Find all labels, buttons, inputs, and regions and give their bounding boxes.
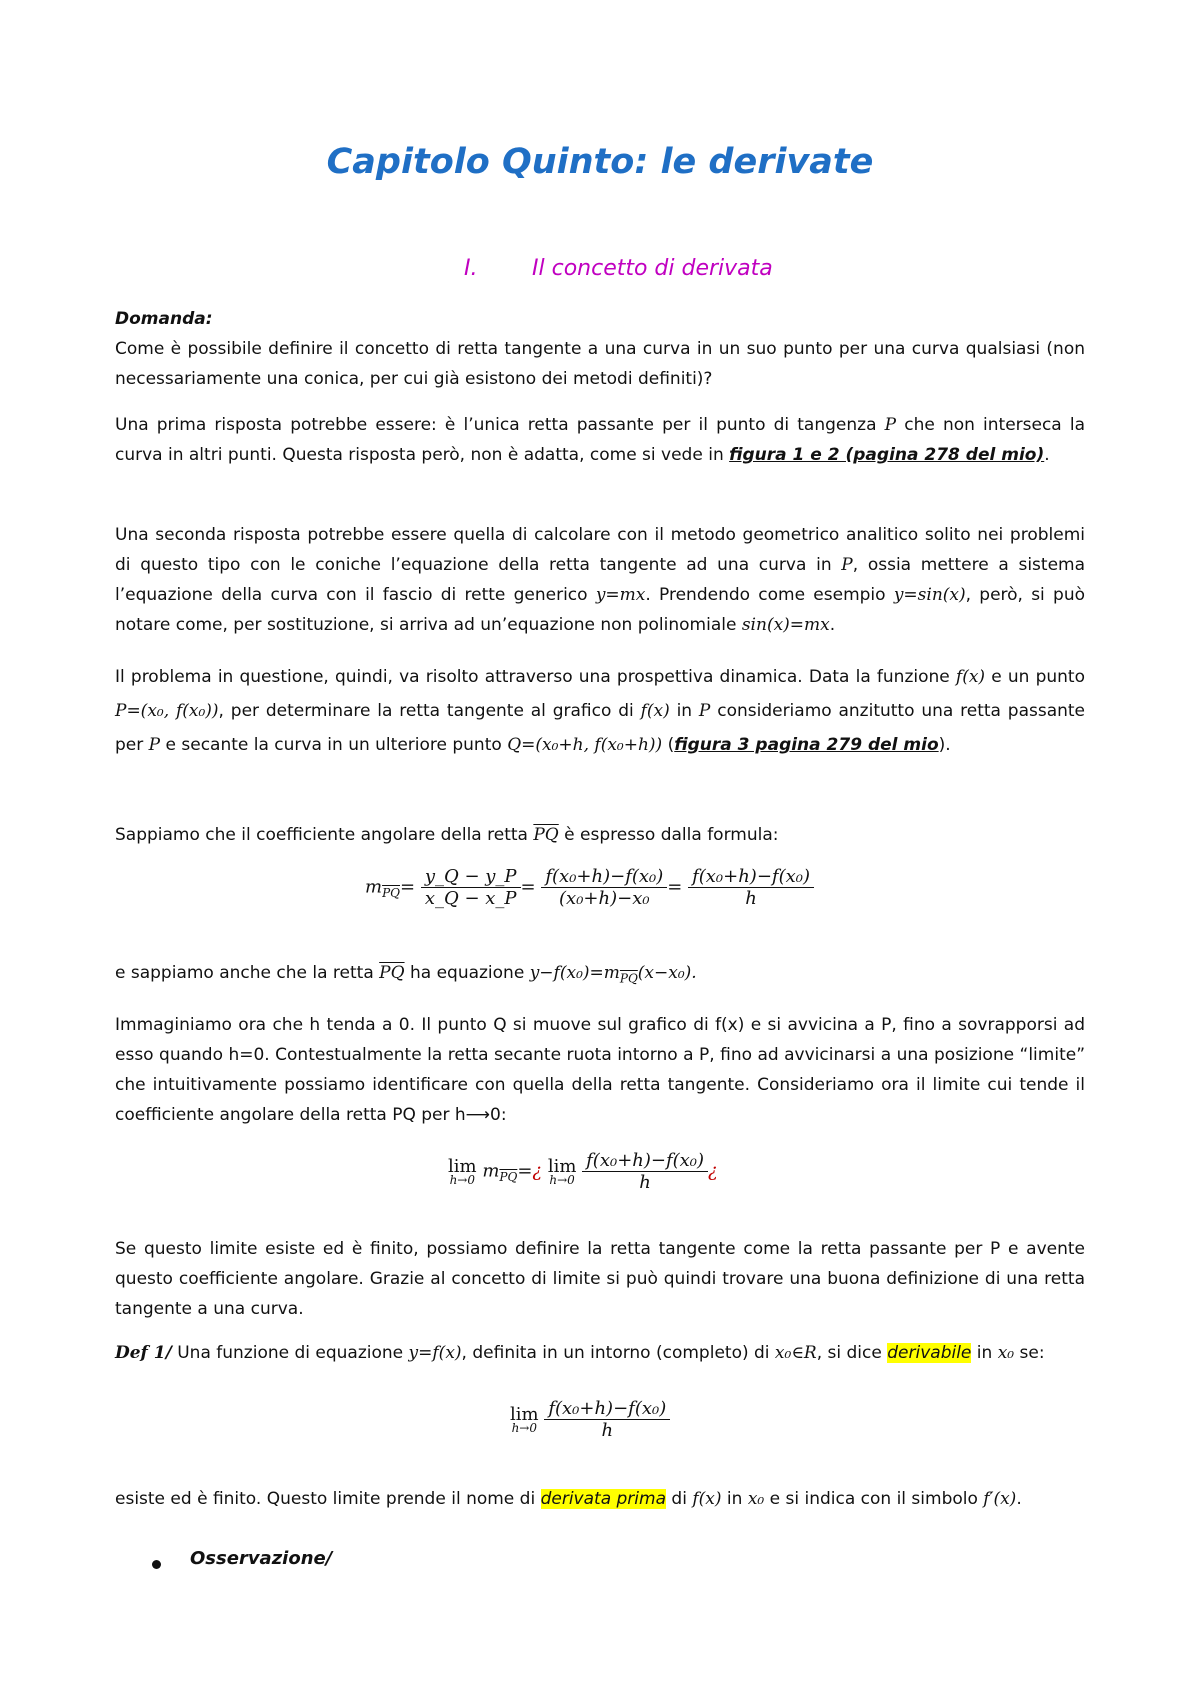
definition-1 <box>115 1338 1085 1368</box>
p3-text-a: Il problema in questione, quindi, va risolto attraverso una prospettiva dinamica. Data la funzione <box>115 667 950 687</box>
p8-text-b: di <box>671 1489 687 1509</box>
p3-text-e: consideriamo anzitutto una retta passante per <box>115 701 1086 755</box>
p4-text-a: Sappiamo che il coefficiente angolare della retta <box>115 825 528 845</box>
p3-fx-2: f(x) <box>640 701 670 721</box>
p8-end: . <box>1016 1489 1022 1509</box>
p8-text-d: e si indica con il simbolo <box>769 1489 978 1509</box>
eq1-m: m <box>365 876 383 898</box>
eq2-lim: lim h→0 <box>448 1156 477 1187</box>
p8-text-a: esiste ed è finito. Questo limite prende il nome di <box>115 1489 536 1509</box>
figure-reference-link[interactable]: figura 1 e 2 (pagina 278 del mio) <box>729 445 1045 465</box>
p1-text-b: che non interseca la curva in altri punti. Questa risposta però, non è adatta, come si vede in <box>115 415 1086 465</box>
p3-text-c: , per determinare la retta tangente al grafico di <box>218 701 634 721</box>
p3-point-P-eq: P=(x₀, f(x₀)) <box>115 701 219 721</box>
eq3-lim: lim h→0 <box>510 1404 539 1435</box>
p1-point-P: P <box>884 415 897 435</box>
paragraph-1 <box>115 410 1085 470</box>
paragraph-4 <box>115 820 1085 850</box>
eq1-frac-2: $\frac{\text{f(x₀+h)−f(x₀)}}{\text{(x₀+h)−x₀}}$ <box>541 866 667 909</box>
question-text: Come è possibile definire il concetto di retta tangente a una curva in un suo punto per una curva qualsiasi (non necessariamente una conica, per cui già esistono dei metodi definiti)? <box>115 339 1085 389</box>
paragraph-5 <box>115 958 1085 993</box>
p5-segment-PQ: $\overline{PQ}$ <box>379 963 405 983</box>
paragraph-3 <box>115 660 1085 762</box>
def-x0-in-R: x₀∈R <box>774 1343 817 1363</box>
paragraph-7: Se questo limite esiste ed è finito, possiamo definire la retta tangente come la retta passante per P e avente questo coefficiente angolare. Grazie al concetto di limite si può quindi trovare una buona definizione di una retta tangente a una curva. <box>115 1239 1085 1319</box>
eq2-m: m <box>482 1160 500 1182</box>
p3-text-f: e secante la curva in un ulteriore punto <box>165 735 502 755</box>
p2-text-d: , però, si può notare come, per sostituzione, si arriva ad un’equazione non polinomiale <box>115 585 1085 635</box>
bullet-icon <box>152 1560 161 1569</box>
question-block <box>115 304 1085 394</box>
p3-point-Q-eq: Q=(x₀+h, f(x₀+h)) <box>507 735 663 755</box>
p3-fx: f(x) <box>955 667 986 687</box>
def-text-a: Una funzione di equazione <box>177 1343 404 1363</box>
eq2-lim-2: lim h→0 <box>547 1156 577 1187</box>
p5-eq-sub: PQ <box>619 971 638 986</box>
p1-end: . <box>1044 445 1050 465</box>
def-text-c: , si dice <box>816 1343 882 1363</box>
limit-formula <box>448 1150 718 1193</box>
p8-x0: x₀ <box>747 1489 765 1509</box>
p8-derivative-symbol: f′(x) <box>983 1489 1017 1509</box>
p8-text-c: in <box>726 1489 743 1509</box>
eq1-frac-1: $\frac{y\_Q - y\_P}{x\_Q - x\_P}$ <box>421 866 521 909</box>
p2-eq-sin: y=sin(x) <box>893 585 966 605</box>
p4-text-b: è espresso dalla formula: <box>564 825 779 845</box>
p2-text-b: , ossia mettere a sistema l’equazione della curva con il fascio di rette generico <box>115 555 1086 605</box>
eq1-frac-3: $\frac{\text{f(x₀+h)−f(x₀)}}{h}$ <box>688 866 814 909</box>
eq1-m-sub: PQ <box>382 886 400 901</box>
observation-label: Osservazione/ <box>190 1548 333 1569</box>
p8-fx: f(x) <box>692 1489 722 1509</box>
def-text-d: in <box>976 1343 993 1363</box>
p2-point-P: P <box>841 555 853 575</box>
p2-eq-nonpoly: sin(x)=mx <box>741 615 830 635</box>
paragraph-2 <box>115 520 1085 640</box>
p2-text-c: . Prendendo come esempio <box>645 585 886 605</box>
p2-text-a: Una seconda risposta potrebbe essere quella di calcolare con il metodo geometrico analitico solito nei problemi di questo tipo con le coniche l’equazione della retta tangente ad una curva in <box>115 525 1085 575</box>
p1-text-a: Una prima risposta potrebbe essere: è l’unica retta passante per il punto di tangenza <box>115 415 877 435</box>
p3-text-g: ( <box>667 735 675 755</box>
def-label: Def 1/ <box>115 1343 172 1363</box>
eq2-m-sub: PQ <box>499 1170 518 1185</box>
p3-end: ). <box>938 735 951 755</box>
eq2-equals: = <box>517 1160 533 1182</box>
eq2-mark-2: ¿ <box>708 1160 718 1182</box>
p5-eq-2: (x−x₀). <box>637 963 697 983</box>
p2-end: . <box>829 615 836 635</box>
def-eq: y=f(x) <box>408 1343 462 1363</box>
paragraph-6: Immaginiamo ora che h tenda a 0. Il punto Q si muove sul grafico di f(x) e si avvicina a P, fino a sovrapporsi ad esso quando h=0. Contestualmente la retta secante ruota intorno a P, fino ad avvicinarsi a una posizione “limite” che intuitivamente possiamo identificare con quella della retta tangente. Consideriamo ora il limite cui tende il coefficiente angolare della retta PQ per h⟶0: <box>115 1015 1085 1125</box>
highlight-derivabile: derivabile <box>887 1343 972 1363</box>
question-label: Domanda: <box>115 309 213 329</box>
eq2-frac: $\frac{\text{f(x₀+h)−f(x₀)}}{h}$ <box>582 1150 708 1193</box>
p5-eq: y−f(x₀)=m <box>529 963 620 983</box>
p3-point-P: P <box>698 701 711 721</box>
highlight-derivata-prima: derivata prima <box>540 1489 667 1509</box>
def-text-e: se: <box>1019 1343 1045 1363</box>
def-x0: x₀ <box>997 1343 1015 1363</box>
p2-eq-line: y=mx <box>595 585 646 605</box>
figure-3-reference-link[interactable]: figura 3 pagina 279 del mio <box>674 735 939 755</box>
slope-formula: $m_{\overline{PQ}}=$ $\frac{y\_Q - y\_P}{x\_Q - x\_P}$ = $\frac{\text{f(x₀+h)−f(x₀)}}{\text{(x₀+h)−x₀}}$ = $\frac{\text{f(x₀+h)−f(x₀)}}{h}$ <box>365 866 814 909</box>
paragraph-8 <box>115 1484 1085 1514</box>
p4-segment-PQ: $\overline{PQ}$ <box>533 825 559 845</box>
p3-point-P-2: P <box>148 735 161 755</box>
section-number: I. <box>464 256 478 281</box>
eq3-frac: $\frac{\text{f(x₀+h)−f(x₀)}}{h}$ <box>544 1398 670 1441</box>
p3-text-d: in <box>676 701 693 721</box>
derivative-limit-formula <box>510 1398 670 1441</box>
page-title: Capitolo Quinto: le derivate <box>326 142 874 182</box>
p3-text-b: e un punto <box>991 667 1085 687</box>
p5-text-a: e sappiamo anche che la retta <box>115 963 374 983</box>
section-title: Il concetto di derivata <box>532 256 773 281</box>
def-text-b: , definita in un intorno (completo) di <box>461 1343 770 1363</box>
eq2-mark-1: ¿ <box>532 1160 543 1182</box>
p5-text-b: ha equazione <box>409 963 525 983</box>
